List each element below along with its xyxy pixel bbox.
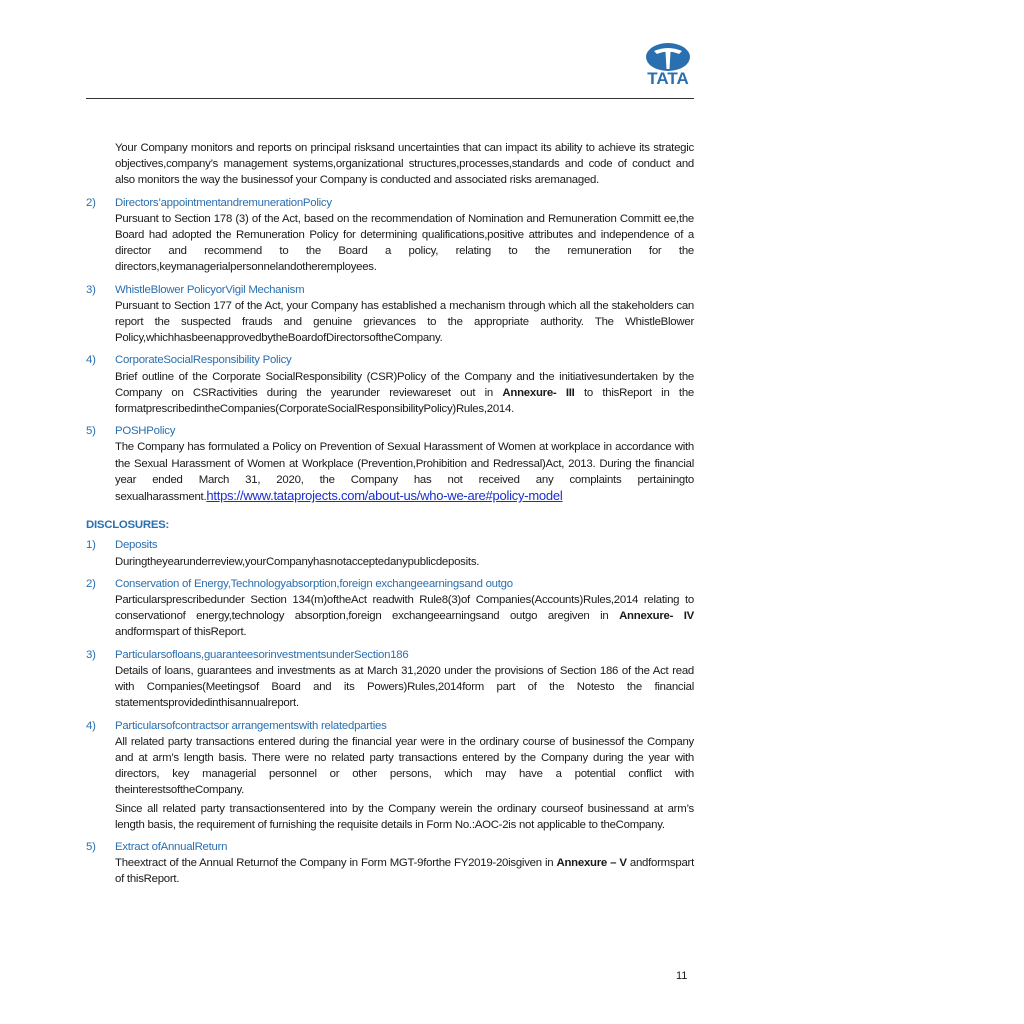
item-number: 2) xyxy=(86,577,96,590)
item-title: Extract ofAnnualReturn xyxy=(115,840,228,853)
item-text xyxy=(115,369,694,418)
item-title: WhistleBlower PolicyorVigil Mechanism xyxy=(115,283,305,296)
item-title: CorporateSocialResponsibility Policy xyxy=(115,354,292,367)
item-title: POSHPolicy xyxy=(115,425,176,438)
text-segment: to thisReport in the formatprescribedintheCompanies(CorporateSocialResponsibilityPolicy)Rules,2014. xyxy=(115,386,694,416)
text-segment: Theextract of the Annual Returnof the Company in Form MGT-9forthe FY2019-20isgiven in xyxy=(115,857,557,870)
text-segment: andformspart of thisReport. xyxy=(115,626,247,639)
item-text: All related party transactions entered during the financial year were in the ordinary course of businessof the Company and at arm’s length basis. There were no related party transactions entered by the Company during the year with directors, key managerial personnel or other persons, which may have a potential conflict with theinterestsoftheCompany. xyxy=(115,735,694,797)
item-number: 1) xyxy=(86,539,96,552)
annexure-reference: Annexure- III xyxy=(502,386,575,399)
disclosure-item-annual-return xyxy=(86,839,694,888)
item-number: 3) xyxy=(86,283,96,296)
policy-item-csr xyxy=(86,352,694,417)
item-number: 4) xyxy=(86,719,96,732)
item-text: Pursuant to Section 177 of the Act, your Company has established a mechanism through which all the stakeholders can report the suspected frauds and genuine grievances to the appropriate authority. The WhistleBlower Policy,whichhasbeenapprovedbytheBoardofDirectorsoftheCompany. xyxy=(115,299,694,345)
item-number: 3) xyxy=(86,648,96,661)
item-number: 5) xyxy=(86,425,96,438)
policy-link[interactable]: https://www.tataprojects.com/about-us/who-we-are#policy-model xyxy=(206,488,563,504)
disclosure-item-energy xyxy=(86,576,694,641)
annexure-reference: Annexure- IV xyxy=(619,610,694,623)
item-text-secondary: Since all related party transactionsentered into by the Company werein the ordinary courseof businessand at arm’s length basis, the requirement of furnishing the requisite details in Form No.:AOC-2is not applicable to theCompany. xyxy=(115,802,694,831)
text-segment: The Company has formulated a Policy on Prevention of Sexual Harassment of Women at workplace in accordance with the Sexual Harassment of Women at Workplace (Prevention,Prohibition and Redressal)Act, 2013. During the financial year ended March 31, 2020, the Company has not received any complaints pertainingto sexualharassment. xyxy=(115,441,694,504)
item-text xyxy=(115,439,694,505)
policy-item-remuneration xyxy=(86,195,694,276)
tata-wordmark: TATA xyxy=(647,69,689,88)
item-text xyxy=(115,592,694,641)
item-title: Particularsofloans,guaranteesorinvestmentsunderSection186 xyxy=(115,648,409,661)
risk-paragraph: Your Company monitors and reports on principal risksand uncertainties that can impact its ability to achieve its strategic objectives,company’s management systems,organizational structures,processes,standards and code of conduct and also monitors the way the businessof your Company is conducted and associated risks aremanaged. xyxy=(115,142,694,187)
disclosure-item-deposits xyxy=(86,537,694,569)
item-number: 2) xyxy=(86,196,96,209)
item-title: Particularsofcontractsor arrangementswith relatedparties xyxy=(115,719,387,732)
text-segment: Brief outline of the Corporate SocialResponsibility (CSR)Policy of the Company and the initiativesundertaken by the Company on CSRactivities during the yearunder reviewareset out in xyxy=(115,370,694,399)
item-title: Conservation of Energy,Technologyabsorption,foreign exchangeearningsand outgo xyxy=(115,577,513,590)
header-divider xyxy=(86,98,694,99)
text-segment: Particularsprescribedunder Section 134(m)oftheAct readwith Rule8(3)of Companies(Accounts)Rules,2014 relating to conservationof energy,technology absorption,foreign exchangeearningsand outgo aregiven in xyxy=(115,594,694,623)
document-body xyxy=(86,140,694,888)
tata-logo xyxy=(640,42,696,92)
item-title: Directors’appointmentandremunerationPolicy xyxy=(115,196,332,209)
item-number: 5) xyxy=(86,840,96,853)
annexure-reference: Annexure – V xyxy=(556,857,627,870)
item-text: Duringtheyearunderreview,yourCompanyhasnotacceptedanypublicdeposits. xyxy=(115,555,480,568)
item-text: Pursuant to Section 178 (3) of the Act, based on the recommendation of Nomination and Remuneration Committ ee,the Board had adopted the Remuneration Policy for determining qualifications,positive attributes and independence of a director and recommend to the Board a policy, relating to the remuneration for the directors,keymanagerialpersonnelandotheremployees. xyxy=(115,212,694,274)
item-text xyxy=(115,855,694,887)
tata-emblem-icon xyxy=(640,42,696,72)
policy-item-posh xyxy=(86,423,694,505)
disclosures-heading: DISCLOSURES: xyxy=(86,519,170,532)
item-title: Deposits xyxy=(115,539,158,552)
disclosure-item-loans xyxy=(86,647,694,712)
item-text: Details of loans, guarantees and investments as at March 31,2020 under the provisions of Section 186 of the Act read with Companies(Meetingsof Board and its Powers)Rules,2014form part of the Notesto the financial statementsprovidedinthisannualreport. xyxy=(115,664,694,710)
policy-item-whistleblower xyxy=(86,282,694,347)
page-number: 11 xyxy=(676,970,688,982)
text-segment: andformspart of thisReport. xyxy=(115,857,694,886)
item-number: 4) xyxy=(86,354,96,367)
disclosure-item-related-parties xyxy=(86,718,694,833)
